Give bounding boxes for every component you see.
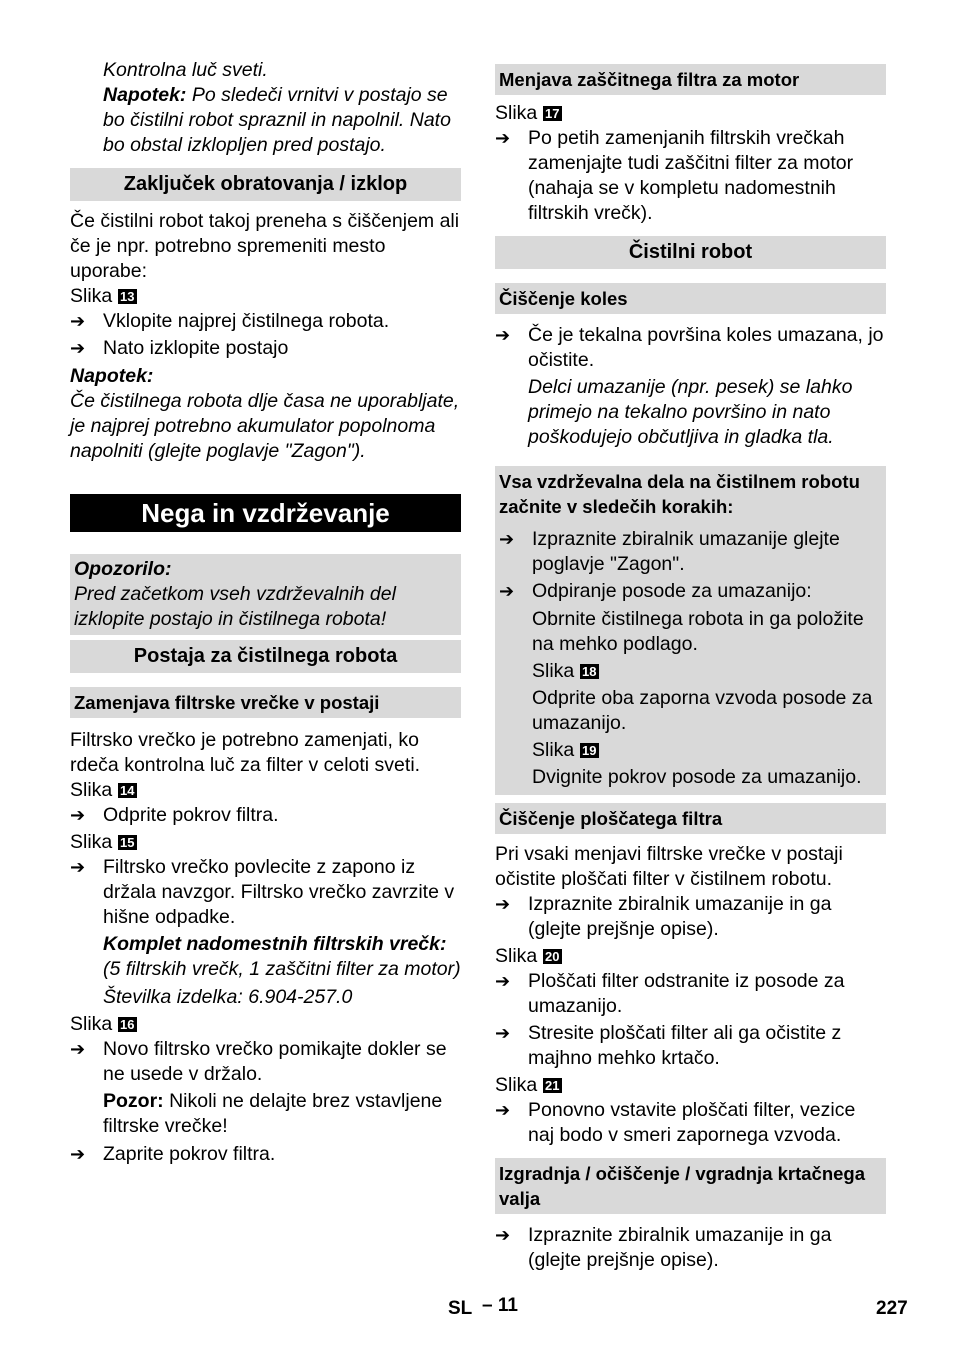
list-item: ➔ Izpraznite zbiralnik umazanije glejte poglavje "Zagon". <box>499 528 840 575</box>
arrow-right-icon: ➔ <box>70 1144 86 1164</box>
wheels-note: Delci umazanije (npr. pesek) se lahko primejo na tekalno površino in nato poškodujejo občutljiva in gladka tla. <box>528 376 853 448</box>
arrow-right-icon: ➔ <box>70 857 86 877</box>
left-column <box>70 58 461 1167</box>
part-number: Številka izdelka: 6.904-257.0 <box>103 986 353 1008</box>
figure-number: 18 <box>580 664 599 679</box>
arrow-right-icon: ➔ <box>70 338 86 358</box>
warning-box <box>70 554 461 635</box>
list-item: ➔ Če je tekalna površina koles umazana, jo očistite. <box>495 324 884 371</box>
arrow-right-icon: ➔ <box>70 311 86 331</box>
section-heading-station: Postaja za čistilnega robota <box>70 640 461 673</box>
list-item: ➔ Novo filtrsko vrečko pomikajte dokler se ne usede v držalo. <box>70 1038 447 1085</box>
list-item: ➔ Izpraznite zbiralnik umazanije in ga (glejte prejšnje opise). <box>495 893 832 940</box>
figure-number: 21 <box>543 1078 562 1093</box>
section-heading-robot: Čistilni robot <box>495 236 886 269</box>
intro-line: Kontrolna luč sveti. <box>103 59 268 81</box>
arrow-right-icon: ➔ <box>495 1225 511 1245</box>
steps-heading: Vsa vzdrževalna dela na čistilnem robotu začnite v sledečih korakih: <box>499 471 860 517</box>
arrow-right-icon: ➔ <box>495 128 511 148</box>
figure-ref: Slika 21 <box>495 1073 886 1098</box>
subsection-heading-flat-filter: Čiščenje ploščatega filtra <box>495 803 886 834</box>
arrow-right-icon: ➔ <box>495 894 511 914</box>
arrow-right-icon: ➔ <box>70 805 86 825</box>
arrow-right-icon: ➔ <box>70 1039 86 1059</box>
footer-language: SL <box>448 1298 473 1319</box>
figure-number: 20 <box>543 949 562 964</box>
shutdown-paragraph: Če čistilni robot takoj preneha s čiščenjem ali če je npr. potrebno spremeniti mesto uporabe: <box>70 210 460 282</box>
list-item: ➔ Nato izklopite postajo <box>70 337 289 359</box>
right-column <box>495 64 886 1273</box>
figure-ref: Slika 18 <box>499 659 882 684</box>
figure-ref: Slika 20 <box>495 944 886 969</box>
figure-ref: Slika 14 <box>70 778 461 803</box>
list-item: ➔ Po petih zamenjanih filtrskih vrečkah zamenjajte tudi zaščitni filter za motor (nahaja se v kompletu nadomestnih filtrskih vrečk). <box>495 127 854 224</box>
intro-block <box>70 58 461 158</box>
figure-number: 13 <box>118 289 137 304</box>
chapter-title: Nega in vzdrževanje <box>70 494 461 532</box>
intro-note: Napotek: Po sledeči vrnitvi v postajo se bo čistilni robot spraznil in napolnil. Nato bo obstal izklopljen pred postajo. <box>103 84 451 156</box>
figure-ref: Slika 16 <box>70 1012 461 1037</box>
subsection-heading-filter-bag: Zamenjava filtrske vrečke v postaji <box>70 687 461 718</box>
step-text: Dvignite pokrov posode za umazanijo. <box>532 766 862 788</box>
maintenance-steps-box <box>495 466 886 795</box>
subsection-heading-brush-roller: Izgradnja / očiščenje / vgradnja krtačnega valja <box>495 1158 886 1214</box>
flat-filter-paragraph: Pri vsaki menjavi filtrske vrečke v postaji očistite ploščati filter v čistilnem robotu. <box>495 843 843 890</box>
figure-number: 16 <box>118 1017 137 1032</box>
section-heading-shutdown: Zaključek obratovanja / izklop <box>70 168 461 201</box>
list-item: ➔ Vklopite najprej čistilnega robota. <box>70 310 390 332</box>
figure-ref: Slika 19 <box>499 738 882 763</box>
arrow-right-icon: ➔ <box>495 325 511 345</box>
list-item: ➔ Ponovno vstavite ploščati filter, vezice naj bodo v smeri zapornega vzvoda. <box>495 1099 856 1146</box>
arrow-right-icon: ➔ <box>495 1100 511 1120</box>
figure-ref: Slika 13 <box>70 284 461 309</box>
note-label: Napotek: <box>70 365 154 387</box>
filter-bag-paragraph: Filtrsko vrečko je potrebno zamenjati, ko rdeča kontrolna luč za filter v celoti sveti. <box>70 729 421 776</box>
step-text: Odprite oba zaporna vzvoda posode za umazanijo. <box>532 687 873 734</box>
arrow-right-icon: ➔ <box>499 529 515 549</box>
figure-ref: Slika 17 <box>495 101 886 126</box>
list-item: ➔ Odpiranje posode za umazanijo: <box>499 580 812 602</box>
kit-info: Komplet nadomestnih filtrskih vrečk: (5 filtrskih vrečk, 1 zaščitni filter za motor) <box>103 933 461 980</box>
arrow-right-icon: ➔ <box>499 581 515 601</box>
caution-note: Pozor: Nikoli ne delajte brez vstavljene filtrske vrečke! <box>103 1090 443 1137</box>
figure-number: 19 <box>580 743 599 758</box>
list-item: ➔ Ploščati filter odstranite iz posode za umazanijo. <box>495 970 845 1017</box>
arrow-right-icon: ➔ <box>495 971 511 991</box>
figure-number: 14 <box>118 783 137 798</box>
step-text: Obrnite čistilnega robota in ga položite na mehko podlago. <box>532 608 864 655</box>
figure-ref: Slika 15 <box>70 830 461 855</box>
subsection-heading-wheels: Čiščenje koles <box>495 283 886 314</box>
list-item: ➔ Filtrsko vrečko povlecite z zapono iz držala navzgor. Filtrsko vrečko zavrzite v hišne odpadke. <box>70 856 455 928</box>
arrow-right-icon: ➔ <box>495 1023 511 1043</box>
note-text: Če čistilnega robota dlje časa ne uporabljate, je najprej potrebno akumulator popolnoma napolniti (glejte poglavje "Zagon"). <box>70 390 460 462</box>
warning-text: Pred začetkom vseh vzdrževalnih del izklopite postajo in čistilnega robota! <box>74 583 396 630</box>
list-item: ➔ Stresite ploščati filter ali ga očistite z majhno mehko krtačo. <box>495 1022 842 1069</box>
figure-number: 15 <box>118 835 137 850</box>
list-item: ➔ Odprite pokrov filtra. <box>70 804 279 826</box>
list-item: ➔ Zaprite pokrov filtra. <box>70 1143 276 1165</box>
subsection-heading-motor-filter: Menjava zaščitnega filtra za motor <box>495 64 886 95</box>
figure-number: 17 <box>543 106 562 121</box>
list-item: ➔ Izpraznite zbiralnik umazanije in ga (glejte prejšnje opise). <box>495 1224 832 1271</box>
page-number: 227 <box>876 1298 908 1319</box>
footer-section-page: – 11 <box>482 1295 518 1316</box>
warning-label: Opozorilo: <box>74 558 172 580</box>
